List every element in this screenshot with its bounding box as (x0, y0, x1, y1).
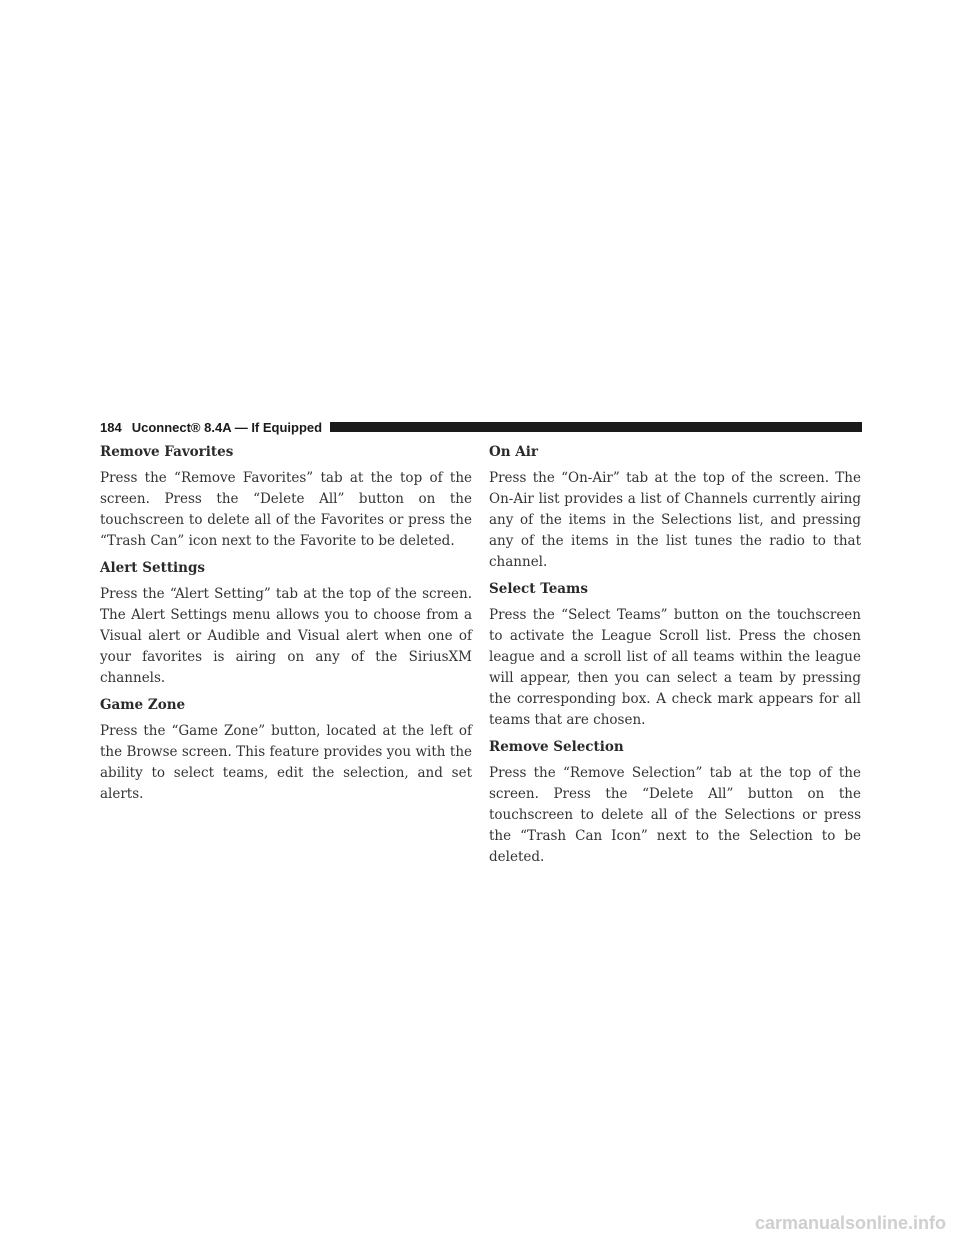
paragraph-select-teams: Press the “Select Teams” button on the touchscreen to activate the League Scroll list. Press the chosen league and a scroll list of all teams within the league will appear, then you can select a team by pressing the corresponding box. A check mark appears for all teams that are chosen. (489, 607, 861, 728)
left-column (100, 442, 472, 811)
right-column (489, 442, 861, 874)
heading-alert-settings: Alert Settings (100, 560, 206, 576)
heading-remove-favorites: Remove Favorites (100, 444, 234, 460)
section-title: Uconnect® 8.4A — If Equipped (131, 419, 323, 435)
heading-remove-selection: Remove Selection (489, 739, 624, 755)
heading-game-zone: Game Zone (100, 697, 186, 713)
page-header (100, 418, 862, 436)
paragraph-on-air: Press the “On-Air” tab at the top of the screen. The On-Air list provides a list of Channels currently airing any of the items in the Selections list, and pressing any of the items in the list tunes the radio to that channel. (489, 470, 861, 570)
header-rule (330, 422, 862, 432)
heading-on-air: On Air (489, 444, 538, 460)
heading-select-teams: Select Teams (489, 581, 588, 597)
paragraph-remove-selection: Press the “Remove Selection” tab at the top of the screen. Press the “Delete All” button on the touchscreen to delete all of the Selections or press the “Trash Can Icon” next to the Selection to be deleted. (489, 765, 861, 865)
paragraph-game-zone: Press the “Game Zone” button, located at the left of the Browse screen. This feature provides you with the ability to select teams, edit the selection, and set alerts. (100, 723, 472, 802)
paragraph-remove-favorites: Press the “Remove Favorites” tab at the top of the screen. Press the “Delete All” button on the touchscreen to delete all of the Favorites or press the “Trash Can” icon next to the Favorite to be deleted. (100, 470, 472, 549)
paragraph-alert-settings: Press the “Alert Setting” tab at the top of the screen. The Alert Settings menu allows you to choose from a Visual alert or Audible and Visual alert when one of your favorites is airing on any of the SiriusXM channels. (100, 586, 472, 686)
watermark-link[interactable]: carmanualsonline.info (754, 1213, 946, 1233)
page-number: 184 (100, 419, 122, 435)
